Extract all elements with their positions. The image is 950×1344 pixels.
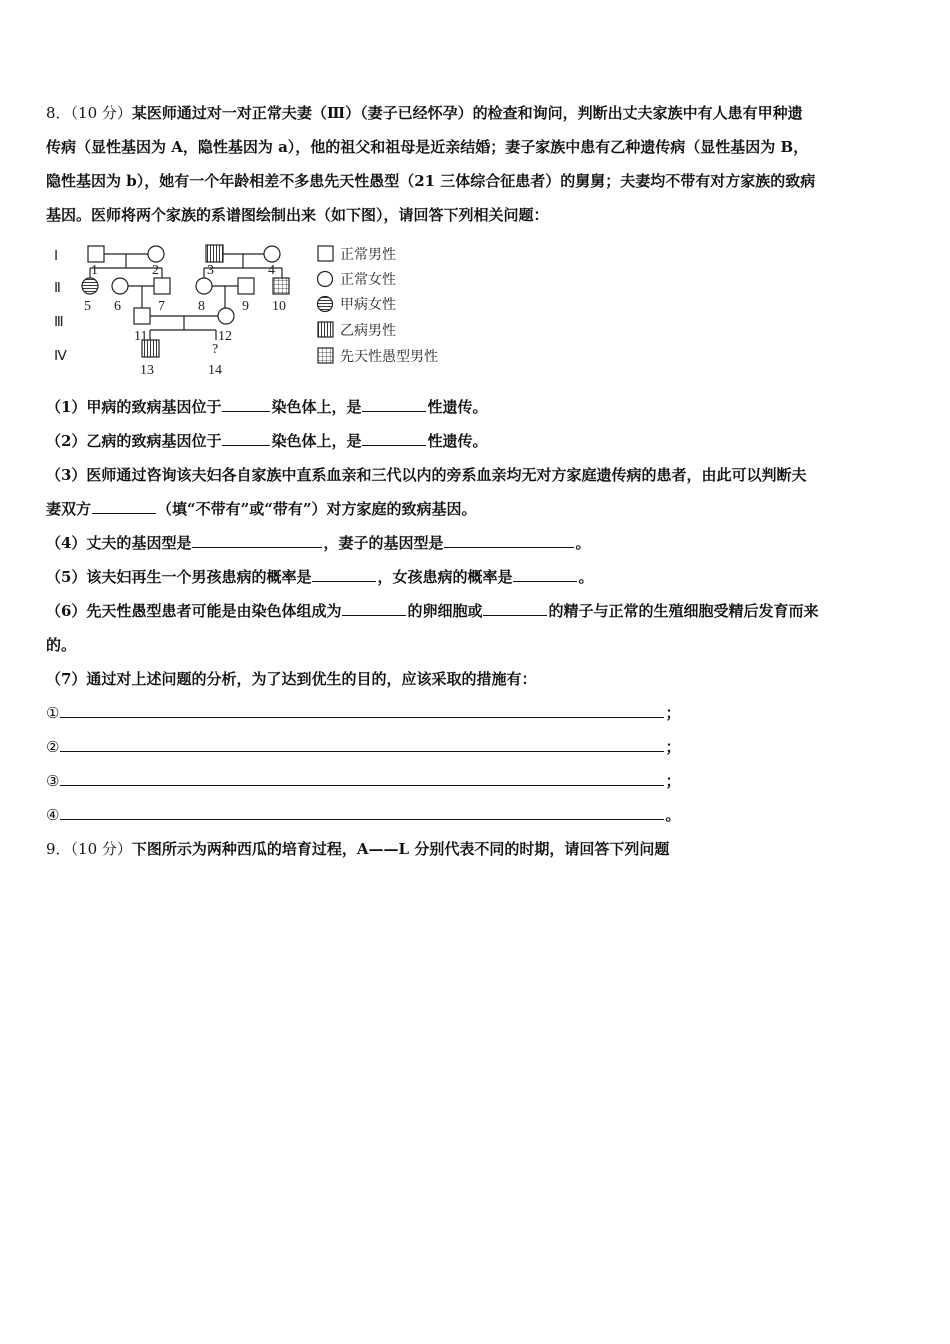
id-label-11: 11: [134, 329, 148, 344]
legend-disease-a-female: 甲病女性: [340, 297, 396, 313]
q8-p3-text-b: （填“不带有”或“带有”）对方家庭的致病基因。: [157, 500, 477, 518]
q8-score: （10 分）: [70, 104, 132, 122]
id-label-9: 9: [242, 299, 249, 314]
measure-marker-3: ③: [46, 772, 60, 790]
q8-p2-blank-2[interactable]: [362, 429, 426, 446]
gen-label-2: Ⅱ: [54, 281, 61, 296]
measure-punct-3: ；: [665, 772, 681, 790]
legend-disease-b-male: 乙病男性: [340, 323, 396, 339]
gen-label-1: Ⅰ: [54, 249, 59, 264]
id-label-12: 12: [218, 329, 232, 344]
q8-p3-text-a: 妻双方: [46, 500, 92, 518]
individual-12-female: [218, 308, 234, 324]
individual-9-male: [238, 278, 254, 294]
question-page: [46, 96, 906, 866]
legend-normal-female: 正常女性: [340, 272, 396, 288]
measure-punct-2: ；: [665, 738, 681, 756]
measure-punct-4: 。: [665, 806, 681, 824]
q8-part-3-line-1: （3）医师通过咨询该夫妇各自家族中直系血亲和三代以内的旁系血亲均无对方家庭遗传病的患者，由此可以判断夫: [46, 466, 807, 484]
q8-part-6-line-1: [46, 594, 906, 628]
q8-p2-text-b: 染色体上，是: [271, 432, 362, 450]
q8-p4-text-c: 。: [575, 534, 591, 552]
individual-5-female-disease-a: [82, 278, 98, 294]
individual-1-male: [88, 246, 104, 262]
q8-p4-text-a: （4）丈夫的基因型是: [46, 534, 192, 552]
measure-blank-3[interactable]: [60, 769, 664, 786]
q8-p5-text-b: ，女孩患病的概率是: [377, 568, 513, 586]
legend-down-syndrome-male: 先天性愚型男性: [340, 349, 438, 365]
measure-blank-1[interactable]: [60, 701, 664, 718]
q8-p5-text-a: （5）该夫妇再生一个男孩患病的概率是: [46, 568, 312, 586]
q8-p5-blank-1[interactable]: [312, 565, 376, 582]
q8-p6-text-c: 的精子与正常的生殖细胞受精后发育而来: [548, 602, 819, 620]
individual-6-female: [112, 278, 128, 294]
id-label-4: 4: [268, 263, 275, 278]
q8-p1-blank-2[interactable]: [362, 395, 426, 412]
q8-p5-blank-2[interactable]: [513, 565, 577, 582]
gen-label-4: Ⅳ: [54, 349, 67, 364]
individual-8-female: [196, 278, 212, 294]
legend-normal-male: 正常男性: [340, 247, 396, 263]
q8-measure-2: [46, 730, 906, 764]
q8-part-1: [46, 390, 906, 424]
q8-part-5: [46, 560, 906, 594]
q8-measure-4: [46, 798, 906, 832]
q8-p1-text-c: 性遗传。: [427, 398, 488, 416]
q8-number: 8．: [46, 104, 71, 122]
q8-p4-blank-1[interactable]: [192, 531, 322, 548]
id-label-2: 2: [152, 263, 159, 278]
q8-measure-1: [46, 696, 906, 730]
id-label-5: 5: [84, 299, 91, 314]
q9-stem: [46, 832, 906, 866]
id-label-14: 14: [208, 363, 222, 378]
q9-number: 9．: [46, 840, 71, 858]
q8-stem-line-3: 隐性基因为 b），她有一个年龄相差不多患先天性愚型（21 三体综合征患者）的舅舅；夫妻均不带有对方家族的致病: [46, 172, 816, 190]
q8-p1-blank-1[interactable]: [222, 395, 270, 412]
id-label-8: 8: [198, 299, 205, 314]
individual-7-male: [154, 278, 170, 294]
individual-3-male-disease-b: [206, 245, 223, 262]
id-label-6: 6: [114, 299, 121, 314]
legend-down-syndrome-male-icon: [318, 348, 333, 363]
q8-p6-blank-2[interactable]: [483, 599, 547, 616]
measure-marker-4: ④: [46, 806, 60, 824]
q8-p2-blank-1[interactable]: [222, 429, 270, 446]
id-label-10: 10: [272, 299, 286, 314]
id-label-1: 1: [91, 263, 98, 278]
q9-score: （10 分）: [70, 840, 132, 858]
q8-p6-text-b: 的卵细胞或: [407, 602, 483, 620]
q8-p3-blank[interactable]: [92, 497, 156, 514]
q8-part-2: [46, 424, 906, 458]
id-label-7: 7: [158, 299, 165, 314]
measure-marker-2: ②: [46, 738, 60, 756]
q8-p6-text-a: （6）先天性愚型患者可能是由染色体组成为: [46, 602, 342, 620]
q8-stem-line-2: 传病（显性基因为 A，隐性基因为 a），他的祖父和祖母是近亲结婚；妻子家族中患有乙种遗传病（显性基因为 B，: [46, 138, 809, 156]
measure-blank-2[interactable]: [60, 735, 664, 752]
legend-normal-male-icon: [318, 246, 333, 261]
q8-part-6-line-2: 的。: [46, 636, 77, 654]
q8-p1-text-b: 染色体上，是: [271, 398, 362, 416]
legend-disease-b-male-icon: [318, 322, 333, 337]
individual-10-male-down-syndrome: [273, 278, 289, 294]
q8-stem-line-4: 基因。医师将两个家族的系谱图绘制出来（如下图），请回答下列相关问题：: [46, 206, 549, 224]
q8-p2-text-c: 性遗传。: [427, 432, 488, 450]
pedigree-chart: [50, 236, 470, 384]
q8-stem-line-1: [46, 96, 906, 130]
individual-4-female: [264, 246, 280, 262]
gen-label-3: Ⅲ: [54, 315, 64, 330]
unknown-offspring-mark: ?: [212, 342, 219, 357]
q8-part-3-line-2: [46, 492, 906, 526]
measure-marker-1: ①: [46, 704, 60, 722]
legend-normal-female-icon: [318, 272, 333, 287]
q8-measure-3: [46, 764, 906, 798]
q8-stem-text-1: 某医师通过对一对正常夫妻（Ⅲ）（妻子已经怀孕）的检查和询问，判断出丈夫家族中有人患有甲种遗: [131, 104, 803, 122]
id-label-13: 13: [140, 363, 154, 378]
measure-punct-1: ；: [665, 704, 681, 722]
q8-part-4: [46, 526, 906, 560]
q8-p4-text-b: ，妻子的基因型是: [323, 534, 444, 552]
individual-11-male: [134, 308, 150, 324]
individual-2-female: [148, 246, 164, 262]
q8-part-7: （7）通过对上述问题的分析，为了达到优生的目的，应该采取的措施有：: [46, 670, 537, 688]
q8-p2-text-a: （2）乙病的致病基因位于: [46, 432, 222, 450]
legend-disease-a-female-icon: [318, 297, 333, 312]
measure-blank-4[interactable]: [60, 803, 664, 820]
q9-stem-text: 下图所示为两种西瓜的培育过程，A——L 分别代表不同的时期，请回答下列问题: [131, 840, 670, 858]
q8-p4-blank-2[interactable]: [444, 531, 574, 548]
q8-p5-text-c: 。: [578, 568, 594, 586]
q8-p6-blank-1[interactable]: [342, 599, 406, 616]
id-label-3: 3: [207, 263, 214, 278]
q8-p1-text-a: （1）甲病的致病基因位于: [46, 398, 222, 416]
